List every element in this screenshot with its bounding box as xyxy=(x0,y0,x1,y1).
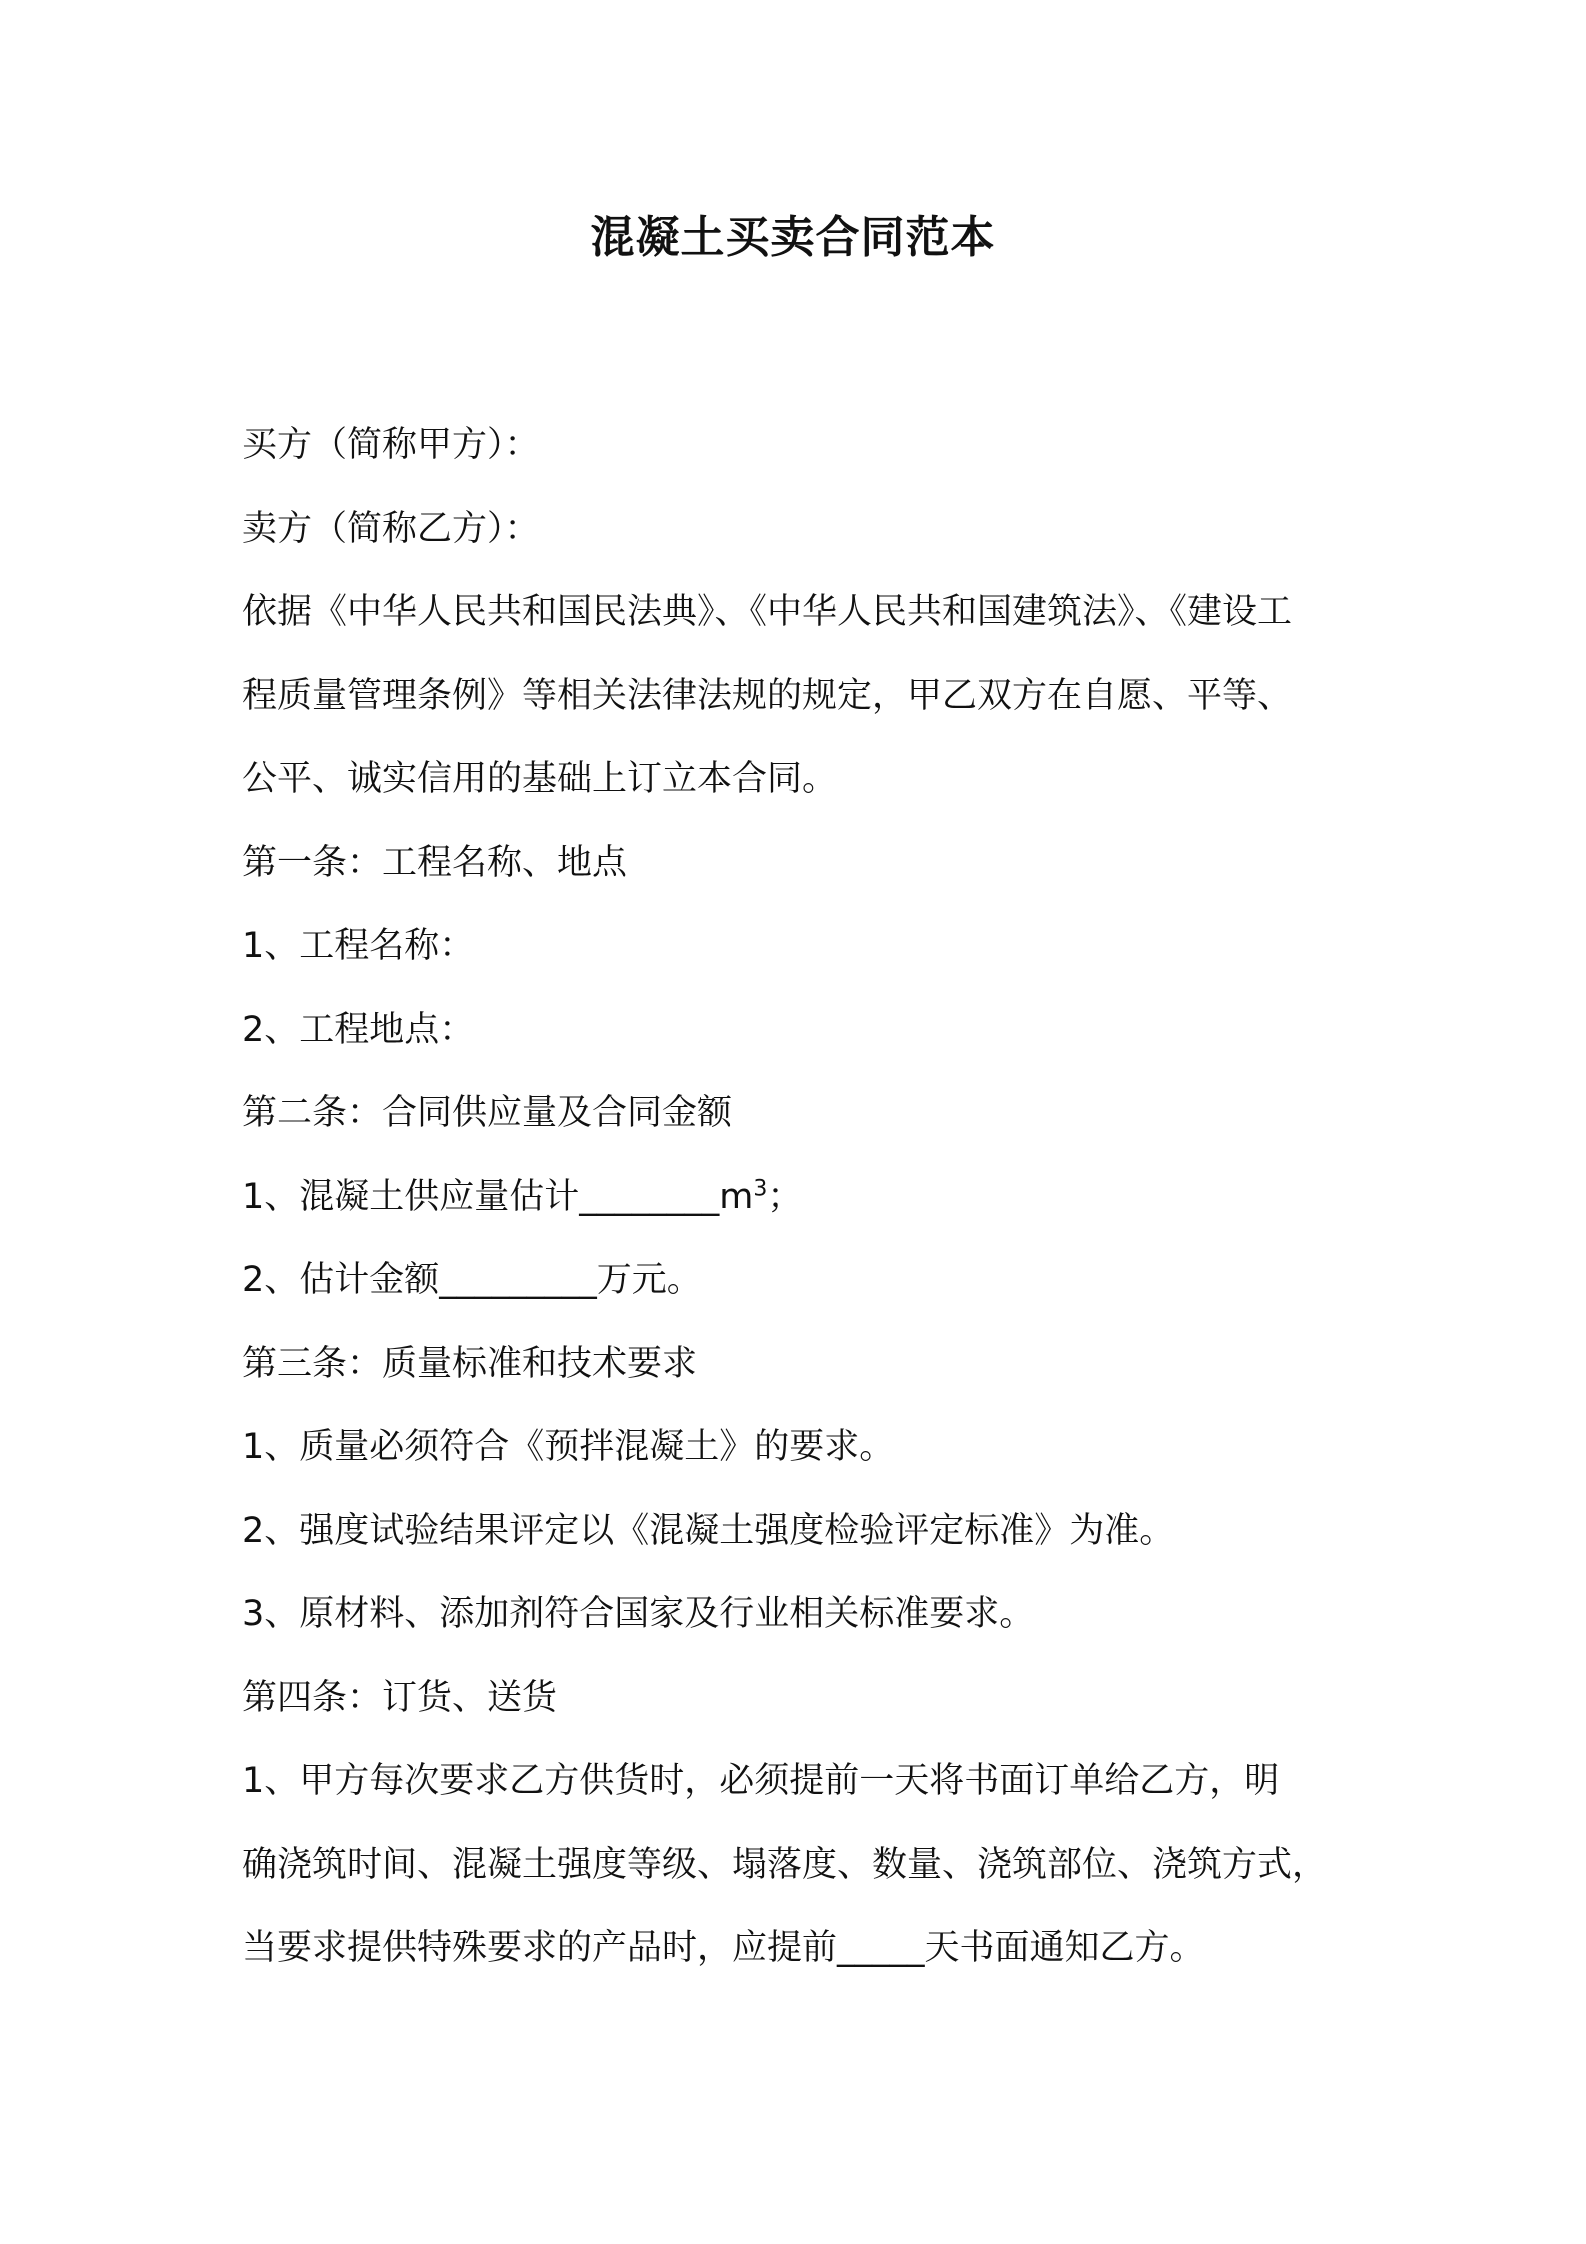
article-2-heading: 第二条：合同供应量及合同金额 xyxy=(242,1093,733,1133)
supply-volume-text: 1、混凝土供应量估计________m xyxy=(242,1176,754,1217)
estimated-amount-line: 2、估计金额_________万元。 xyxy=(242,1260,702,1300)
preamble-line-1: 依据《中华人民共和国民法典》、《中华人民共和国建筑法》、《建设工 xyxy=(242,592,1293,632)
seller-line: 卖方（简称乙方）： xyxy=(242,508,540,549)
ordering-line-1: 1、甲方每次要求乙方供货时，必须提前一天将书面订单给乙方，明 xyxy=(242,1761,1280,1801)
document-title: 混凝土买卖合同范本 xyxy=(590,212,996,263)
quality-line-2: 2、强度试验结果评定以《混凝土强度检验评定标准》为准。 xyxy=(242,1510,1175,1551)
project-name-line: 1、工程名称： xyxy=(242,926,475,966)
ordering-line-3: 当要求提供特殊要求的产品时，应提前_____天书面通知乙方。 xyxy=(242,1928,1205,1968)
article-1-heading: 第一条：工程名称、地点 xyxy=(242,842,628,883)
quality-line-1: 1、质量必须符合《预拌混凝土》的要求。 xyxy=(242,1427,895,1467)
document-body xyxy=(242,404,1362,1991)
buyer-line: 买方（简称甲方）： xyxy=(242,425,540,465)
cubic-exponent: 3 xyxy=(753,1175,768,1201)
supply-volume-line xyxy=(242,1156,1362,1240)
article-4-heading: 第四条：订货、送货 xyxy=(242,1677,558,1718)
ordering-line-2: 确浇筑时间、混凝土强度等级、塌落度、数量、浇筑部位、浇筑方式， xyxy=(242,1844,1328,1885)
article-3-heading: 第三条：质量标准和技术要求 xyxy=(242,1343,698,1384)
preamble-line-2: 程质量管理条例》等相关法律法规的规定，甲乙双方在自愿、平等、 xyxy=(242,675,1293,716)
supply-volume-suffix: ； xyxy=(767,1176,803,1217)
project-location-line: 2、工程地点： xyxy=(242,1009,475,1050)
preamble-line-3: 公平、诚实信用的基础上订立本合同。 xyxy=(242,759,838,799)
quality-line-3: 3、原材料、添加剂符合国家及行业相关标准要求。 xyxy=(242,1594,1035,1634)
